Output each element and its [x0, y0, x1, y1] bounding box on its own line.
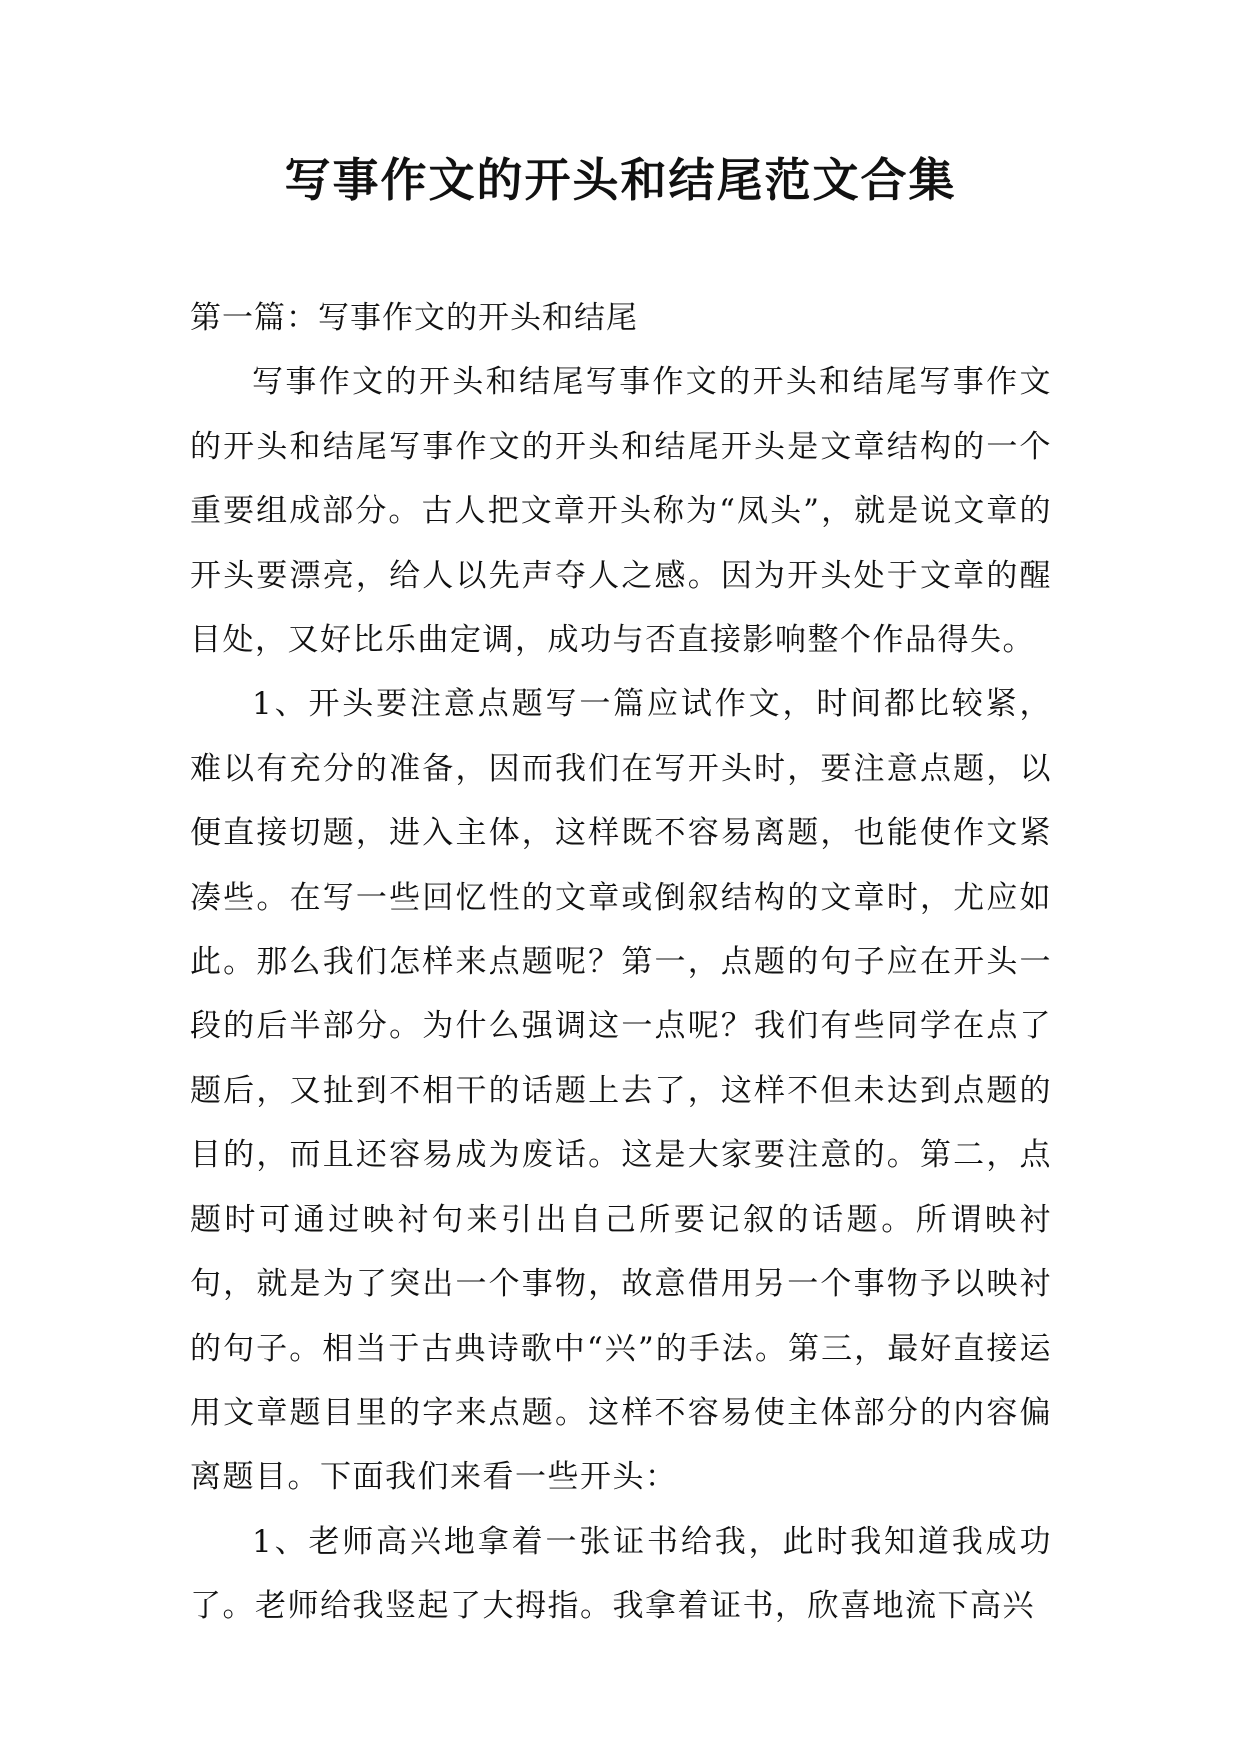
- document-body: [190, 286, 1052, 1639]
- paragraph: 写事作文的开头和结尾写事作文的开头和结尾写事作文的开头和结尾写事作文的开头和结尾开头是文章结构的一个重要组成部分。古人把文章开头称为“凤头”，就是说文章的开头要漂亮，给人以先声夺人之感。因为开头处于文章的醒目处，又好比乐曲定调，成功与否直接影响整个作品得失。: [190, 364, 1052, 659]
- section-heading: 第一篇：写事作文的开头和结尾: [190, 300, 638, 336]
- paragraph: 1、老师高兴地拿着一张证书给我，此时我知道我成功了。老师给我竖起了大拇指。我拿着证书，欣喜地流下高兴: [190, 1523, 1052, 1625]
- document-title: 写事作文的开头和结尾范文合集: [284, 153, 957, 207]
- paragraph: 1、开头要注意点题写一篇应试作文，时间都比较紧，难以有充分的准备，因而我们在写开头时，要注意点题，以便直接切题，进入主体，这样既不容易离题，也能使作文紧凑些。在写一些回忆性的文章或倒叙结构的文章时，尤应如此。那么我们怎样来点题呢？第一，点题的句子应在开头一段的后半部分。为什么强调这一点呢？我们有些同学在点了题后，又扯到不相干的话题上去了，这样不但未达到点题的目的，而且还容易成为废话。这是大家要注意的。第二，点题时可通过映衬句来引出自己所要记叙的话题。所谓映衬句，就是为了突出一个事物，故意借用另一个事物予以映衬的句子。相当于古典诗歌中“兴”的手法。第三，最好直接运用文章题目里的字来点题。这样不容易使主体部分的内容偏离题目。下面我们来看一些开头：: [190, 686, 1052, 1496]
